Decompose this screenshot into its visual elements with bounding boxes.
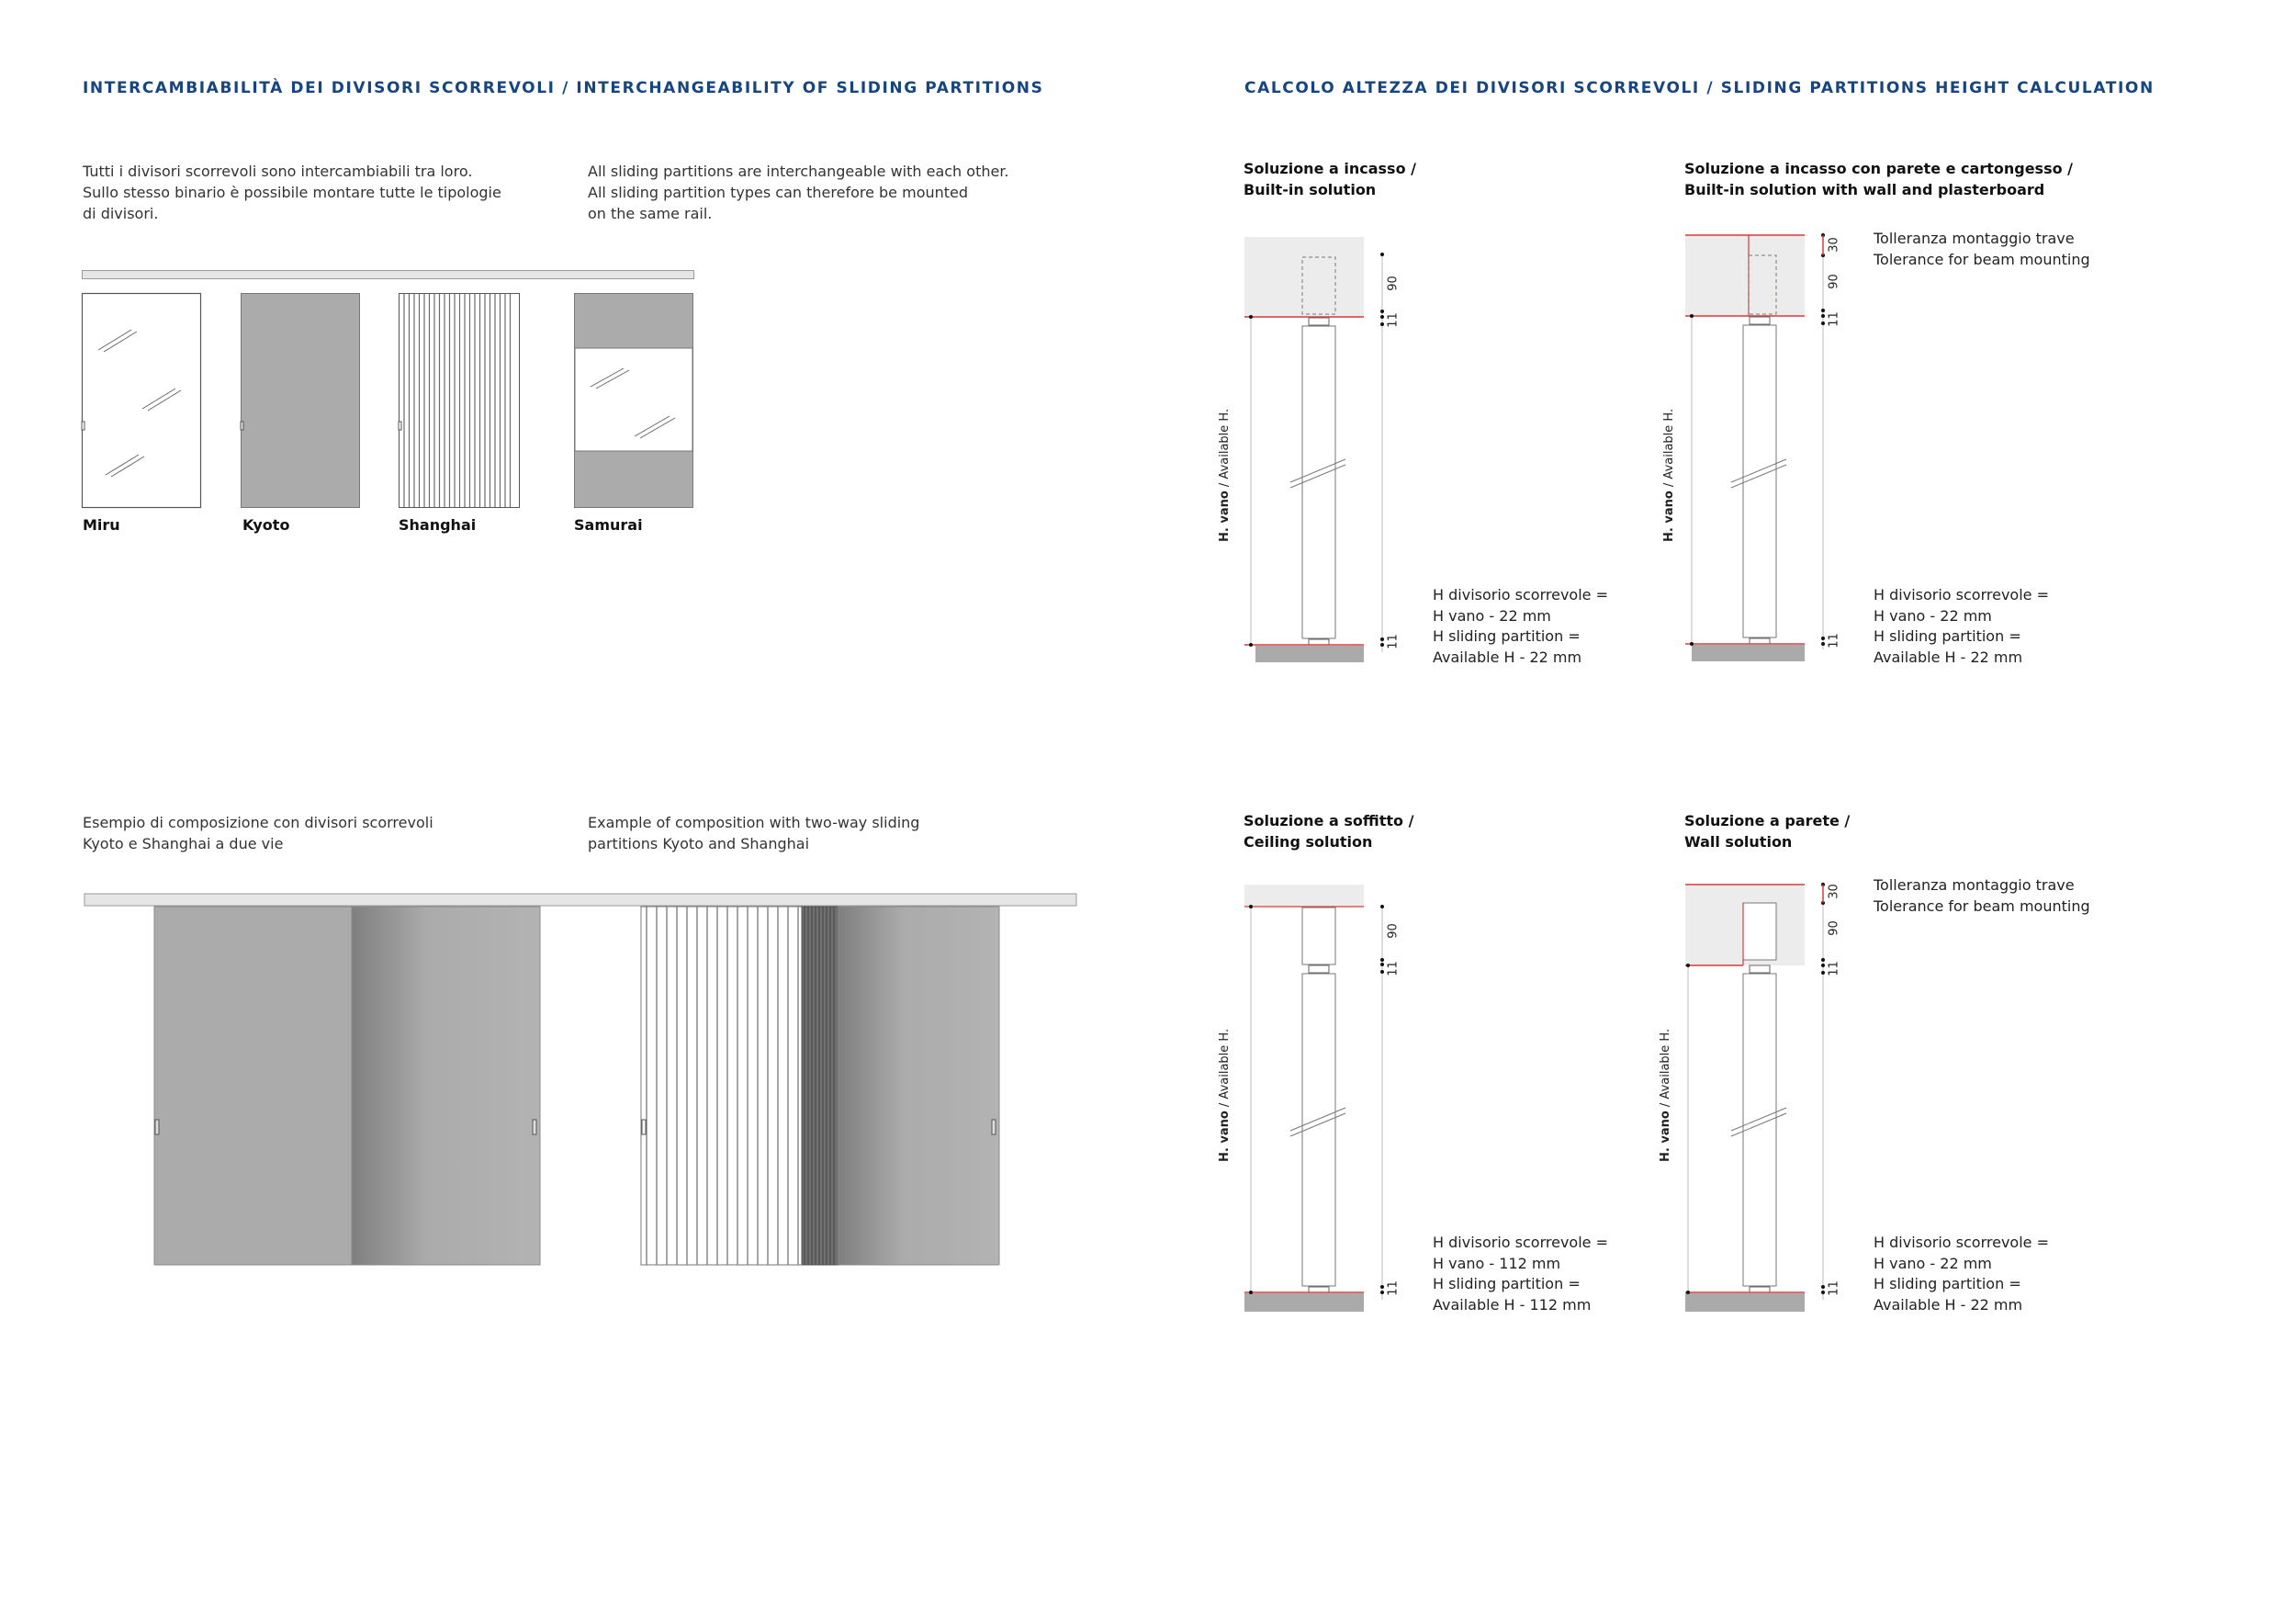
- diagram-built-in-wall: [1671, 225, 1855, 671]
- diagram-built-in: [1231, 234, 1414, 671]
- rail: [82, 270, 694, 279]
- formula-built-in: H divisorio scorrevole = H vano - 22 mm H sliding partition = Available H - 22 mm: [1433, 586, 1608, 666]
- formula-built-in-wall: H divisorio scorrevole = H vano - 22 mm H sliding partition = Available H - 22 mm: [1874, 586, 2049, 666]
- panel-label-miru: Miru: [83, 516, 120, 534]
- dim-11-bottom-ceiling: 11: [1386, 1280, 1401, 1296]
- composition-text-it: Esempio di composizione con divisori scorrevoli Kyoto e Shanghai a due vie: [83, 814, 433, 852]
- dim-90-built-in-wall: 90: [1827, 274, 1841, 289]
- diagram-ceiling: [1231, 877, 1414, 1318]
- panel-label-shanghai: Shanghai: [399, 516, 477, 534]
- dim-11-top-ceiling: 11: [1386, 961, 1401, 976]
- height-calc-heading: CALCOLO ALTEZZA DEI DIVISORI SCORREVOLI / SLIDING PARTITIONS HEIGHT CALCULATION: [1244, 79, 2155, 97]
- kyoto-panel: [241, 293, 360, 509]
- dim-90-ceiling: 90: [1386, 923, 1401, 939]
- dim-11-bottom-built-in-wall: 11: [1827, 633, 1841, 648]
- formula-ceiling: H divisorio scorrevole = H vano - 112 mm H sliding partition = Available H - 112 mm: [1433, 1234, 1608, 1314]
- vertical-label-built-in-wall: H. vano / Available H.: [1662, 408, 1676, 542]
- vertical-label-built-in: H. vano / Available H.: [1218, 408, 1232, 542]
- tolerance-text-1: Tolleranza montaggio trave Tolerance for beam mounting: [1874, 230, 2090, 268]
- panel-label-samurai: Samurai: [574, 516, 643, 534]
- dim-11-bottom-wall: 11: [1827, 1280, 1841, 1296]
- dim-30-wall: 30: [1827, 884, 1841, 899]
- vertical-label-ceiling: H. vano / Available H.: [1218, 1028, 1232, 1162]
- intro-text-en: All sliding partitions are interchangeable with each other. All sliding partition types can therefore be mounted on the same rail.: [588, 163, 1009, 222]
- dim-11-bottom-built-in: 11: [1386, 634, 1401, 649]
- solution-title-ceiling: Soluzione a soffitto / Ceiling solution: [1244, 812, 1414, 851]
- dim-11-top-built-in-wall: 11: [1827, 311, 1841, 327]
- dim-11-top-wall: 11: [1827, 961, 1841, 976]
- dim-90-wall: 90: [1827, 920, 1841, 936]
- composition-text-en: Example of composition with two-way sliding partitions Kyoto and Shanghai: [588, 814, 920, 852]
- composition-drawing: [83, 893, 1084, 1269]
- solution-title-wall: Soluzione a parete / Wall solution: [1684, 812, 1851, 851]
- tolerance-text-2: Tolleranza montaggio trave Tolerance for beam mounting: [1874, 876, 2090, 915]
- interchangeability-heading: INTERCAMBIABILITÀ DEI DIVISORI SCORREVOLI / INTERCHANGEABILITY OF SLIDING PARTITIONS: [83, 79, 1044, 97]
- vertical-label-wall: H. vano / Available H.: [1659, 1028, 1672, 1162]
- intro-text-it: Tutti i divisori scorrevoli sono intercambiabili tra loro. Sullo stesso binario è possibile montare tutte le tipologie di divisori.: [83, 163, 501, 222]
- miru-panel: [82, 293, 201, 509]
- diagram-wall: [1671, 873, 1855, 1318]
- panel-label-kyoto: Kyoto: [242, 516, 290, 534]
- solution-title-built-in: Soluzione a incasso / Built-in solution: [1244, 160, 1416, 198]
- solution-title-built-in-wall: Soluzione a incasso con parete e cartongesso / Built-in solution with wall and plasterboard: [1684, 160, 2074, 198]
- dim-11-top-built-in: 11: [1386, 312, 1401, 328]
- dim-30-built-in-wall: 30: [1827, 237, 1841, 253]
- samurai-panel: [574, 293, 693, 509]
- shanghai-panel: [399, 293, 520, 509]
- formula-wall: H divisorio scorrevole = H vano - 22 mm H sliding partition = Available H - 22 mm: [1874, 1234, 2049, 1314]
- dim-90-built-in: 90: [1386, 276, 1401, 291]
